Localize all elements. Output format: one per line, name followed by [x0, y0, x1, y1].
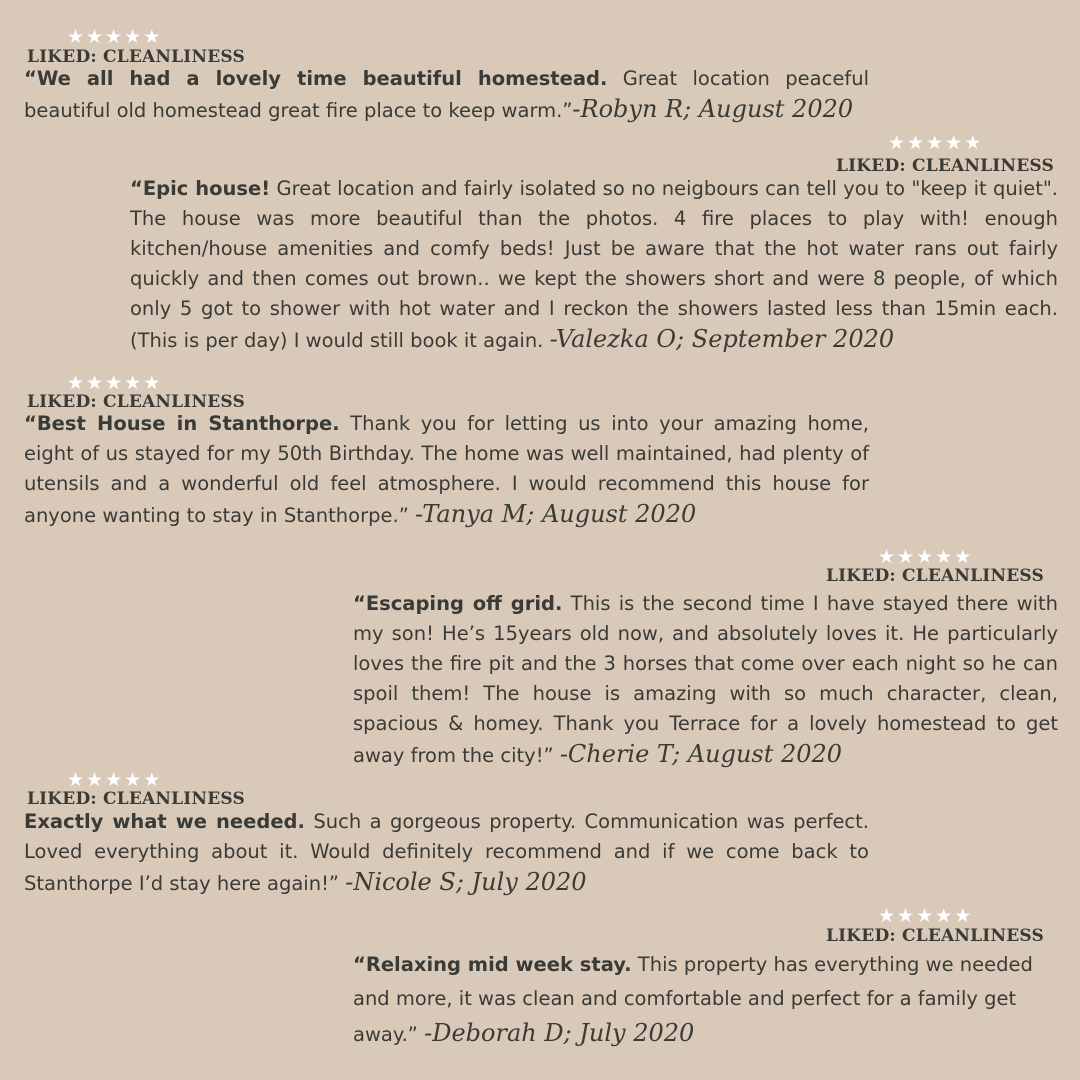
- review-headline: “Best House in Stanthorpe.: [24, 412, 340, 435]
- star-icon: ★: [86, 372, 104, 394]
- review-body: Thank you for letting us into your amazing home, eight of us stayed for my 50th Birthday. The home was well maintained, had plenty of utensils and a wonderful old feel atmosphere. I would recommend this house for anyone wanting to stay in Stanthorpe.”: [24, 412, 869, 527]
- review-body: Great location peaceful beautiful old homestead great fire place to keep warm.”: [24, 67, 869, 122]
- star-icon: ★: [926, 132, 944, 154]
- star-icon: ★: [105, 26, 123, 48]
- review-body: Great location and fairly isolated so no neigbours can tell you to "keep it quiet". The house was more beautiful than the photos. 4 fire places to play with! enough kitchen/house amenities and comfy beds! Just be aware that the hot water rans out fairly quickly and then comes out brown.. we kept the showers short and were 8 people, of which only 5 got to shower with hot water and I reckon the showers lasted less than 15min each. (This is per day) I would still book it again.: [130, 177, 1059, 352]
- star-icon: ★: [86, 26, 104, 48]
- star-icon: ★: [916, 905, 934, 927]
- star-icon: ★: [143, 26, 161, 48]
- review-text: [353, 948, 1058, 1052]
- review-signature: -Deborah D; July 2020: [424, 1019, 695, 1047]
- star-icon: ★: [888, 132, 906, 154]
- liked-label: LIKED: CLEANLINESS: [27, 789, 245, 809]
- star-icon: ★: [935, 905, 953, 927]
- review-text: [24, 409, 869, 531]
- star-rating: [67, 28, 160, 47]
- review-signature: -Robyn R; August 2020: [572, 95, 854, 123]
- star-icon: ★: [124, 372, 142, 394]
- star-icon: ★: [124, 769, 142, 791]
- review-signature: -Nicole S; July 2020: [345, 868, 587, 896]
- review-text: [353, 589, 1058, 771]
- review-signature: -Valezka O; September 2020: [549, 325, 895, 353]
- review-signature: -Cherie T; August 2020: [559, 740, 843, 768]
- star-icon: ★: [897, 905, 915, 927]
- review-headline: “Epic house!: [130, 177, 271, 200]
- star-icon: ★: [124, 26, 142, 48]
- star-icon: ★: [878, 546, 896, 568]
- star-rating: [878, 548, 971, 567]
- review-body: This is the second time I have stayed there with my son! He’s 15years old now, and absolutely loves it. He particularly loves the fire pit and the 3 horses that come over each night so he can spoil them! The house is amazing with so much character, clean, spacious & homey. Thank you Terrace for a lovely homestead to get away from the city!”: [353, 592, 1058, 767]
- review-body: Such a gorgeous property. Communication was perfect. Loved everything about it. Would definitely recommend and if we come back to Stanthorpe I’d stay here again!”: [24, 810, 870, 895]
- star-icon: ★: [67, 769, 85, 791]
- star-rating: [67, 771, 160, 790]
- star-icon: ★: [143, 769, 161, 791]
- review-headline: “We all had a lovely time beautiful homestead.: [24, 67, 608, 90]
- star-icon: ★: [907, 132, 925, 154]
- review-text: [24, 807, 869, 899]
- star-icon: ★: [67, 26, 85, 48]
- liked-label: LIKED: CLEANLINESS: [27, 47, 245, 67]
- star-icon: ★: [105, 372, 123, 394]
- review-headline: “Escaping off grid.: [353, 592, 563, 615]
- review-body: This property has everything we needed and more, it was clean and comfortable and perfect for a family get away.”: [353, 953, 1033, 1046]
- review-text: [130, 174, 1058, 356]
- star-icon: ★: [67, 372, 85, 394]
- liked-label: LIKED: CLEANLINESS: [836, 156, 1054, 176]
- liked-label: LIKED: CLEANLINESS: [826, 566, 1044, 586]
- review-headline: Exactly what we needed.: [24, 810, 305, 833]
- star-icon: ★: [105, 769, 123, 791]
- liked-label: LIKED: CLEANLINESS: [27, 392, 245, 412]
- star-icon: ★: [143, 372, 161, 394]
- star-rating: [67, 374, 160, 393]
- star-icon: ★: [897, 546, 915, 568]
- star-icon: ★: [935, 546, 953, 568]
- star-rating: [878, 907, 971, 926]
- review-headline: “Relaxing mid week stay.: [353, 953, 632, 976]
- star-icon: ★: [954, 905, 972, 927]
- star-icon: ★: [878, 905, 896, 927]
- star-icon: ★: [916, 546, 934, 568]
- liked-label: LIKED: CLEANLINESS: [826, 926, 1044, 946]
- star-icon: ★: [945, 132, 963, 154]
- review-text: [24, 64, 869, 126]
- review-signature: -Tanya M; August 2020: [415, 500, 697, 528]
- star-icon: ★: [964, 132, 982, 154]
- star-icon: ★: [954, 546, 972, 568]
- star-icon: ★: [86, 769, 104, 791]
- star-rating: [888, 134, 981, 153]
